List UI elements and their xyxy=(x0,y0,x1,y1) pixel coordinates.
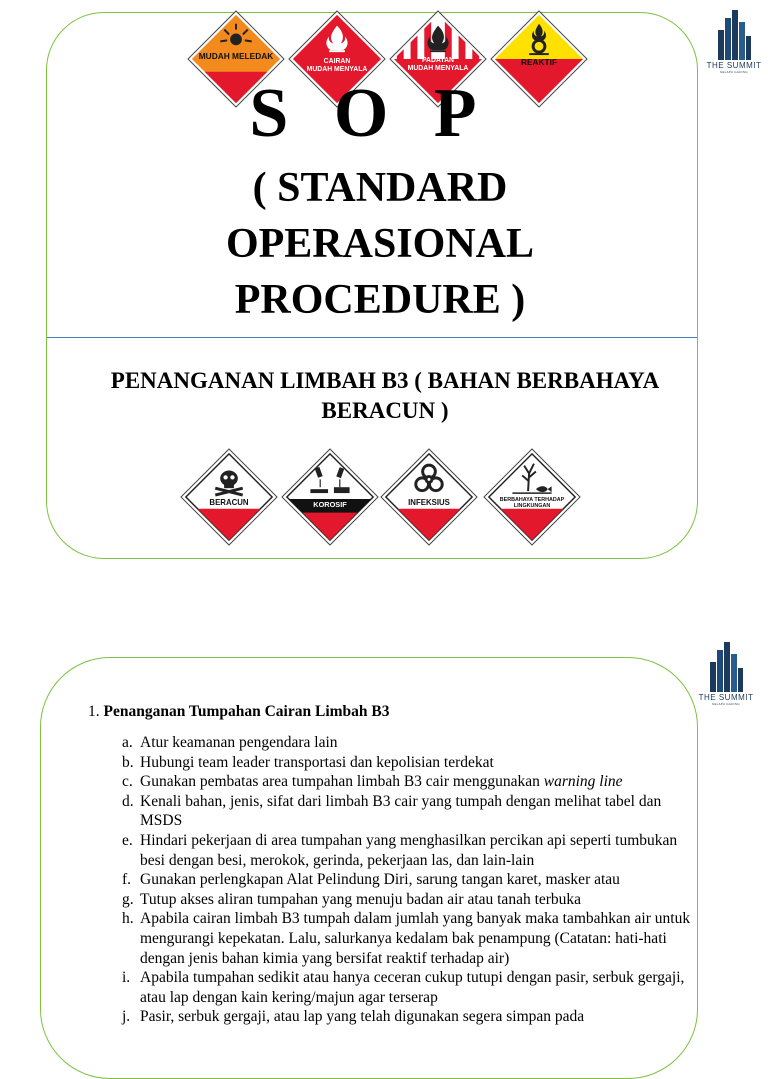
subtitle-line1: PENANGANAN LIMBAH B3 ( BAHAN BERBAHAYA xyxy=(110,368,660,393)
list-item xyxy=(122,968,702,1007)
the-summit-logo xyxy=(702,8,766,74)
title-line3: PROCEDURE ) xyxy=(234,277,526,323)
sign-label: MUDAH MELEDAK xyxy=(198,51,274,61)
sign-label: REAKTIF xyxy=(520,56,558,67)
list-text: Pasir, serbuk gergaji, atau lap yang telah digunakan segera simpan pada xyxy=(140,1008,585,1026)
title-line2: OPERASIONAL xyxy=(225,221,535,267)
list-text: Hindari pekerjaan di area tumpahan yang menghasilkan percikan api seperti tumbukan besi dengan besi, merokok, gerinda, pekerjaan las, dan lain-lain xyxy=(140,831,678,869)
list-marker: h. xyxy=(122,910,134,928)
sign-label-line1: BERBAHAYA TERHADAP xyxy=(499,496,565,503)
hazard-sign-infeksius xyxy=(380,448,478,546)
list-item xyxy=(122,772,702,792)
sign-label-line1: PADATAN xyxy=(421,56,455,64)
sign-label-line1: CAIRAN xyxy=(323,57,351,65)
list-marker: c. xyxy=(122,773,133,791)
logo-name: THE SUMMIT xyxy=(698,693,754,702)
section-title: Penanganan Tumpahan Cairan Limbah B3 xyxy=(103,703,390,720)
list-text: Tutup akses aliran tumpahan yang menuju badan air atau tanah terbuka xyxy=(140,890,582,908)
sign-label: KOROSIF xyxy=(313,499,347,509)
title-line1: ( STANDARD xyxy=(252,165,508,211)
list-marker: a. xyxy=(122,734,133,751)
list-text: Hubungi team leader transportasi dan kepolisian terdekat xyxy=(140,753,494,771)
sign-label: INFEKSIUS xyxy=(408,497,450,507)
list-marker: g. xyxy=(122,890,134,908)
list-text: Gunakan perlengkapan Alat Pelindung Diri, sarung tangan karet, masker atau xyxy=(140,871,620,889)
divider xyxy=(47,337,697,338)
list-marker: b. xyxy=(122,753,134,771)
list-marker: d. xyxy=(122,792,134,810)
procedure-list xyxy=(122,733,702,1027)
sign-label-line2: LINGKUNGAN xyxy=(513,502,551,509)
list-item xyxy=(122,733,702,753)
list-emphasis: warning line xyxy=(543,773,623,791)
list-text: Kenali bahan, jenis, sifat dari limbah B3 cair yang tumpah dengan melihat tabel dan MSDS xyxy=(140,792,662,830)
list-item xyxy=(122,792,702,831)
list-text: Apabila tumpahan sedikit atau hanya ceceran cukup tutupi dengan pasir, serbuk gergaji, atau lap dengan kain kering/majun agar terserap xyxy=(140,969,685,1006)
list-text: Atur keamanan pengendara lain xyxy=(140,734,338,751)
list-marker: e. xyxy=(122,831,133,849)
the-summit-logo xyxy=(694,640,758,706)
building-towers-icon xyxy=(714,8,754,60)
section-number: 1. xyxy=(88,703,100,720)
title-sop: S O P xyxy=(249,75,491,152)
list-item xyxy=(122,870,702,890)
subtitle-line2: BERACUN ) xyxy=(321,398,449,423)
list-marker: j. xyxy=(122,1008,131,1026)
hazard-sign-korosif xyxy=(281,448,379,546)
sign-label-line2: MUDAH MENYALA xyxy=(407,64,469,72)
hazard-sign-berbahaya-lingkungan xyxy=(483,448,581,546)
list-marker: f. xyxy=(122,871,132,889)
logo-subtitle: KELAPA GADING xyxy=(720,70,748,74)
list-item xyxy=(122,831,702,870)
subtitle xyxy=(75,366,695,426)
building-towers-icon xyxy=(706,640,746,692)
list-item xyxy=(122,753,702,773)
sign-label-line2: MUDAH MENYALA xyxy=(306,65,368,73)
hazard-sign-beracun xyxy=(180,448,278,546)
section-heading xyxy=(88,703,390,721)
list-text: Apabila cairan limbah B3 tumpah dalam jumlah yang banyak maka tambahkan air untuk mengurangi kepekatan. Lalu, salurkanya kedalam bak penampung (Catatan: hati-hati dengan jenis bahan kimia yang bersifat reaktif terhadap air) xyxy=(140,910,691,967)
list-item xyxy=(122,890,702,910)
logo-name: THE SUMMIT xyxy=(706,61,762,70)
title-full xyxy=(130,160,630,328)
list-item xyxy=(122,909,702,968)
sign-label: BERACUN xyxy=(209,497,249,507)
list-text: Gunakan pembatas area tumpahan limbah B3 cair menggunakan xyxy=(140,773,544,791)
list-marker: i. xyxy=(122,969,131,987)
logo-subtitle: KELAPA GADING xyxy=(712,702,740,706)
